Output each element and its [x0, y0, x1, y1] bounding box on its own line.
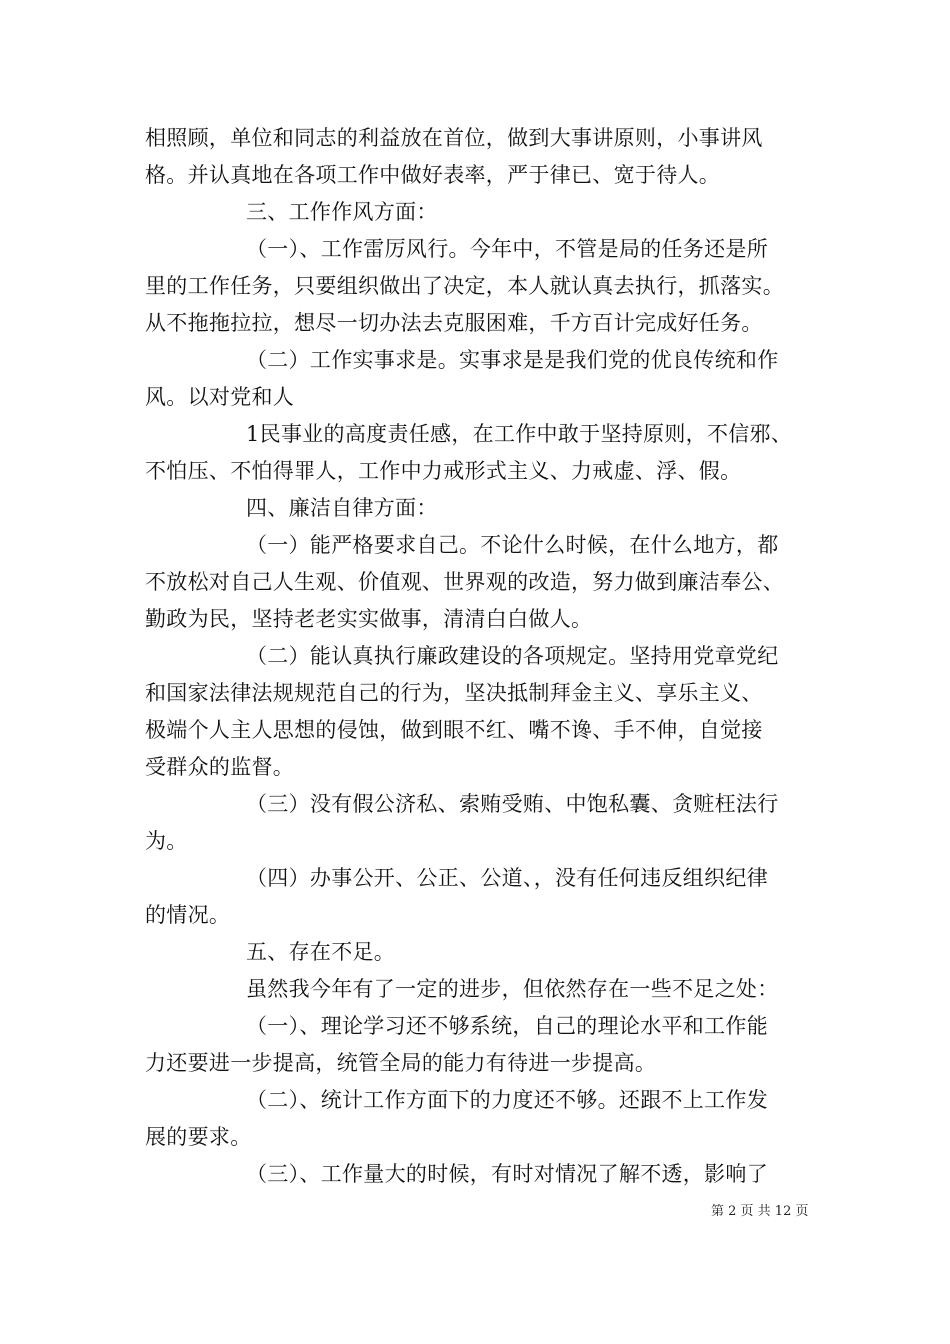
- text-line: 不放松对自己人生观、价值观、世界观的改造，努力做到廉洁奉公、: [145, 570, 784, 594]
- text-line: （三）没有假公济私、索贿受贿、中饱私囊、贪赃枉法行: [246, 792, 779, 816]
- text-line: （二）、统计工作方面下的力度还不够。还跟不上工作发: [246, 1088, 768, 1112]
- text-line: （一）能严格要求自己。不论什么时候，在什么地方，都: [246, 533, 779, 557]
- section-heading: 五、存在不足。: [246, 940, 396, 964]
- text-line: 风。以对党和人: [145, 385, 295, 409]
- text-line: 勤政为民，坚持老老实实做事，清清白白做人。: [145, 607, 593, 631]
- text-line: 的情况。: [145, 903, 231, 927]
- text-line: （二）能认真执行廉政建设的各项规定。坚持用党章党纪: [246, 644, 779, 668]
- text-line: 虽然我今年有了一定的进步，但依然存在一些不足之处：: [246, 977, 779, 1001]
- text-line: 1民事业的高度责任感，在工作中敢于坚持原则，不信邪、: [246, 422, 793, 446]
- text-line: （三）、工作量大的时候，有时对情况了解不透，影响了: [246, 1162, 768, 1186]
- text-line: 受群众的监督。: [145, 755, 295, 779]
- text-line: 为。: [145, 829, 188, 853]
- text-line: 格。并认真地在各项工作中做好表率，严于律已、宽于待人。: [145, 163, 721, 187]
- section-heading: 四、廉洁自律方面：: [246, 496, 438, 520]
- text-line: 里的工作任务，只要组织做出了决定，本人就认真去执行，抓落实。: [145, 274, 784, 298]
- text-line: （一）、理论学习还不够系统，自己的理论水平和工作能: [246, 1014, 768, 1038]
- text-line: 力还要进一步提高，统管全局的能力有待进一步提高。: [145, 1051, 657, 1075]
- text-line: 不怕压、不怕得罪人，工作中力戒形式主义、力戒虚、浮、假。: [145, 459, 742, 483]
- text-line: （一）、工作雷厉风行。今年中，不管是局的任务还是所: [246, 237, 768, 261]
- text-line: 极端个人主人思想的侵蚀，做到眼不红、嘴不谗、手不伸，自觉接: [145, 718, 763, 742]
- text-line: （四）办事公开、公正、公道、，没有任何违反组织纪律: [246, 866, 768, 890]
- text-line: 相照顾，单位和同志的利益放在首位，做到大事讲原则，小事讲风: [145, 126, 763, 150]
- text-line: （二）工作实事求是。实事求是是我们党的优良传统和作: [246, 348, 779, 372]
- page-number-footer: 第 2 页 共 12 页: [711, 1204, 809, 1219]
- text-line: 展的要求。: [145, 1125, 252, 1149]
- section-heading: 三、工作作风方面：: [246, 200, 438, 224]
- text-line: 和国家法律法规规范自己的行为，坚决抵制拜金主义、享乐主义、: [145, 681, 763, 705]
- text-line: 从不拖拖拉拉，想尽一切办法去克服困难，千方百计完成好任务。: [145, 311, 763, 335]
